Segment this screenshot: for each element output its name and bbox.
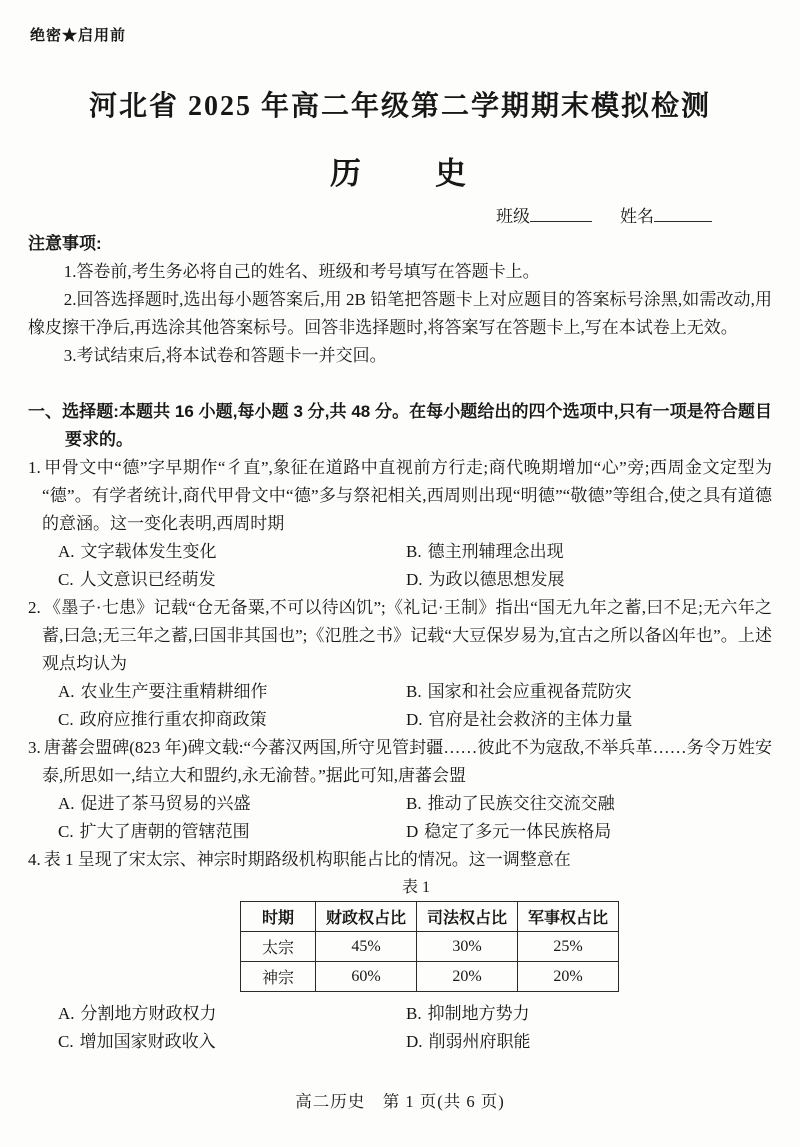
question-3-option-a: [58, 790, 406, 818]
page-footer: 高二历史 第 1 页(共 6 页): [295, 1092, 505, 1111]
option-text: 政府应推行重农抑商政策: [79, 710, 267, 729]
question-1-number: 1.: [28, 458, 41, 477]
question-2-number: 2.: [28, 598, 41, 617]
question-3: [28, 734, 772, 846]
option-text: 官府是社会救济的主体力量: [428, 710, 633, 729]
option-label: A.: [58, 682, 75, 701]
cell-judicial: 20%: [417, 962, 518, 992]
question-1-option-b: [406, 538, 772, 566]
cell-fiscal: 45%: [316, 932, 417, 962]
option-text: 农业生产要注重精耕细作: [80, 682, 268, 701]
question-4-option-b: [406, 1000, 772, 1028]
question-1: [28, 454, 772, 594]
question-1-text: 甲骨文中“德”字早期作“彳直”,象征在道路中直视前方行走;商代晚期增加“心”旁;西周金文定型为“德”。有学者统计,商代甲骨文中“德”多与祭祀相关,西周则出现“明德”“敬德”等组合,使之具有道德的意涵。这一变化表明,西周时期: [42, 458, 772, 533]
question-2-options: [28, 678, 772, 734]
question-1-option-a: [58, 538, 406, 566]
question-1-option-d: [406, 566, 772, 594]
question-2-option-c: [58, 706, 406, 734]
notice-item-3: 3.考试结束后,将本试卷和答题卡一并交回。: [63, 346, 387, 365]
question-2-stem: [28, 594, 772, 678]
header-military: 军事权占比: [518, 902, 619, 932]
question-2: [28, 594, 772, 734]
option-text: 分割地方财政权力: [80, 1004, 217, 1023]
question-1-options: [28, 538, 772, 594]
question-4-option-d: [406, 1028, 772, 1056]
option-text: 削弱州府职能: [428, 1032, 531, 1051]
name-label: 姓名: [620, 207, 654, 226]
question-3-option-c: [58, 818, 406, 846]
header-period: 时期: [241, 902, 316, 932]
option-label: A.: [58, 542, 75, 561]
question-3-text: 唐蕃会盟碑(823 年)碑文载:“今蕃汉两国,所守见管封疆……彼此不为寇敌,不举兵革……务令万姓安泰,所思如一,结立大和盟约,永无渝替。”据此可知,唐蕃会盟: [42, 738, 772, 785]
question-3-option-d: [406, 818, 772, 846]
table-row: [241, 932, 619, 962]
question-3-number: 3.: [28, 738, 41, 757]
question-4-option-c: [58, 1028, 406, 1056]
option-label: D.: [406, 1032, 423, 1051]
option-label: A.: [58, 1004, 75, 1023]
notice-item-1: 1.答卷前,考生务必将自己的姓名、班级和考号填写在答题卡上。: [63, 262, 540, 281]
name-blank-line: [654, 206, 712, 222]
question-4-number: 4.: [28, 850, 41, 869]
option-text: 文字载体发生变化: [80, 542, 217, 561]
option-text: 扩大了唐朝的管辖范围: [79, 822, 250, 841]
option-label: B.: [406, 1004, 422, 1023]
section-heading: 一、选择题:本题共 16 小题,每小题 3 分,共 48 分。在每小题给出的四个选项中,只有一项是符合题目要求的。: [28, 402, 772, 449]
question-4-stem: [28, 846, 772, 874]
cell-military: 20%: [518, 962, 619, 992]
option-text: 为政以德思想发展: [428, 570, 565, 589]
option-text: 促进了茶马贸易的兴盛: [80, 794, 251, 813]
cell-fiscal: 60%: [316, 962, 417, 992]
cell-military: 25%: [518, 932, 619, 962]
question-3-option-b: [406, 790, 772, 818]
option-label: A.: [58, 794, 75, 813]
option-label: C.: [58, 570, 74, 589]
notice-heading: 注意事项:: [28, 234, 102, 253]
exam-title: 河北省 2025 年高二年级第二学期期末模拟检测: [88, 91, 711, 122]
question-4-option-a: [58, 1000, 406, 1028]
notice-section: [28, 230, 772, 370]
option-text: 稳定了多元一体民族格局: [424, 822, 612, 841]
option-text: 人文意识已经萌发: [79, 570, 216, 589]
question-4: [28, 846, 772, 1056]
student-info-row: [496, 202, 712, 227]
question-2-text: 《墨子·七患》记载“仓无备粟,不可以待凶饥”;《礼记·王制》指出“国无九年之蓄,曰不足;无六年之蓄,曰急;无三年之蓄,曰国非其国也”;《氾胜之书》记载“大豆保岁易为,宜古之所以备凶年也”。上述观点均认为: [42, 598, 772, 673]
question-3-stem: [28, 734, 772, 790]
option-label: D.: [406, 570, 423, 589]
subject-title: 历 史: [330, 156, 470, 191]
option-label: B.: [406, 542, 422, 561]
cell-period: 神宗: [241, 962, 316, 992]
option-text: 国家和社会应重视备荒防灾: [427, 682, 632, 701]
table-header-row: [241, 902, 619, 932]
cell-judicial: 30%: [417, 932, 518, 962]
option-label: C.: [58, 822, 74, 841]
option-label: C.: [58, 1032, 74, 1051]
table-row: [241, 962, 619, 992]
question-1-stem: [28, 454, 772, 538]
question-2-option-d: [406, 706, 772, 734]
class-label: 班级: [496, 207, 530, 226]
question-1-option-c: [58, 566, 406, 594]
question-3-options: [28, 790, 772, 846]
header-judicial: 司法权占比: [417, 902, 518, 932]
question-4-text: 表 1 呈现了宋太宗、神宗时期路级机构职能占比的情况。这一调整意在: [43, 850, 571, 869]
option-text: 推动了民族交往交流交融: [427, 794, 615, 813]
option-text: 德主刑辅理念出现: [427, 542, 564, 561]
option-label: C.: [58, 710, 74, 729]
security-label: 绝密★启用前: [30, 27, 127, 44]
header-fiscal: 财政权占比: [316, 902, 417, 932]
option-label: D.: [406, 710, 423, 729]
table-1: [240, 901, 619, 992]
option-text: 抑制地方势力: [427, 1004, 530, 1023]
question-2-option-b: [406, 678, 772, 706]
option-label: B.: [406, 794, 422, 813]
option-label: B.: [406, 682, 422, 701]
question-2-option-a: [58, 678, 406, 706]
option-label: D: [406, 822, 419, 841]
class-blank-line: [530, 206, 592, 222]
cell-period: 太宗: [241, 932, 316, 962]
notice-item-2: 2.回答选择题时,选出每小题答案后,用 2B 铅笔把答题卡上对应题目的答案标号涂黑,如需改动,用橡皮擦干净后,再选涂其他答案标号。回答非选择题时,将答案写在答题卡上,写在本试卷上无效。: [28, 290, 772, 337]
question-4-options: [28, 1000, 772, 1056]
table-1-caption: 表 1: [401, 879, 430, 896]
option-text: 增加国家财政收入: [79, 1032, 216, 1051]
